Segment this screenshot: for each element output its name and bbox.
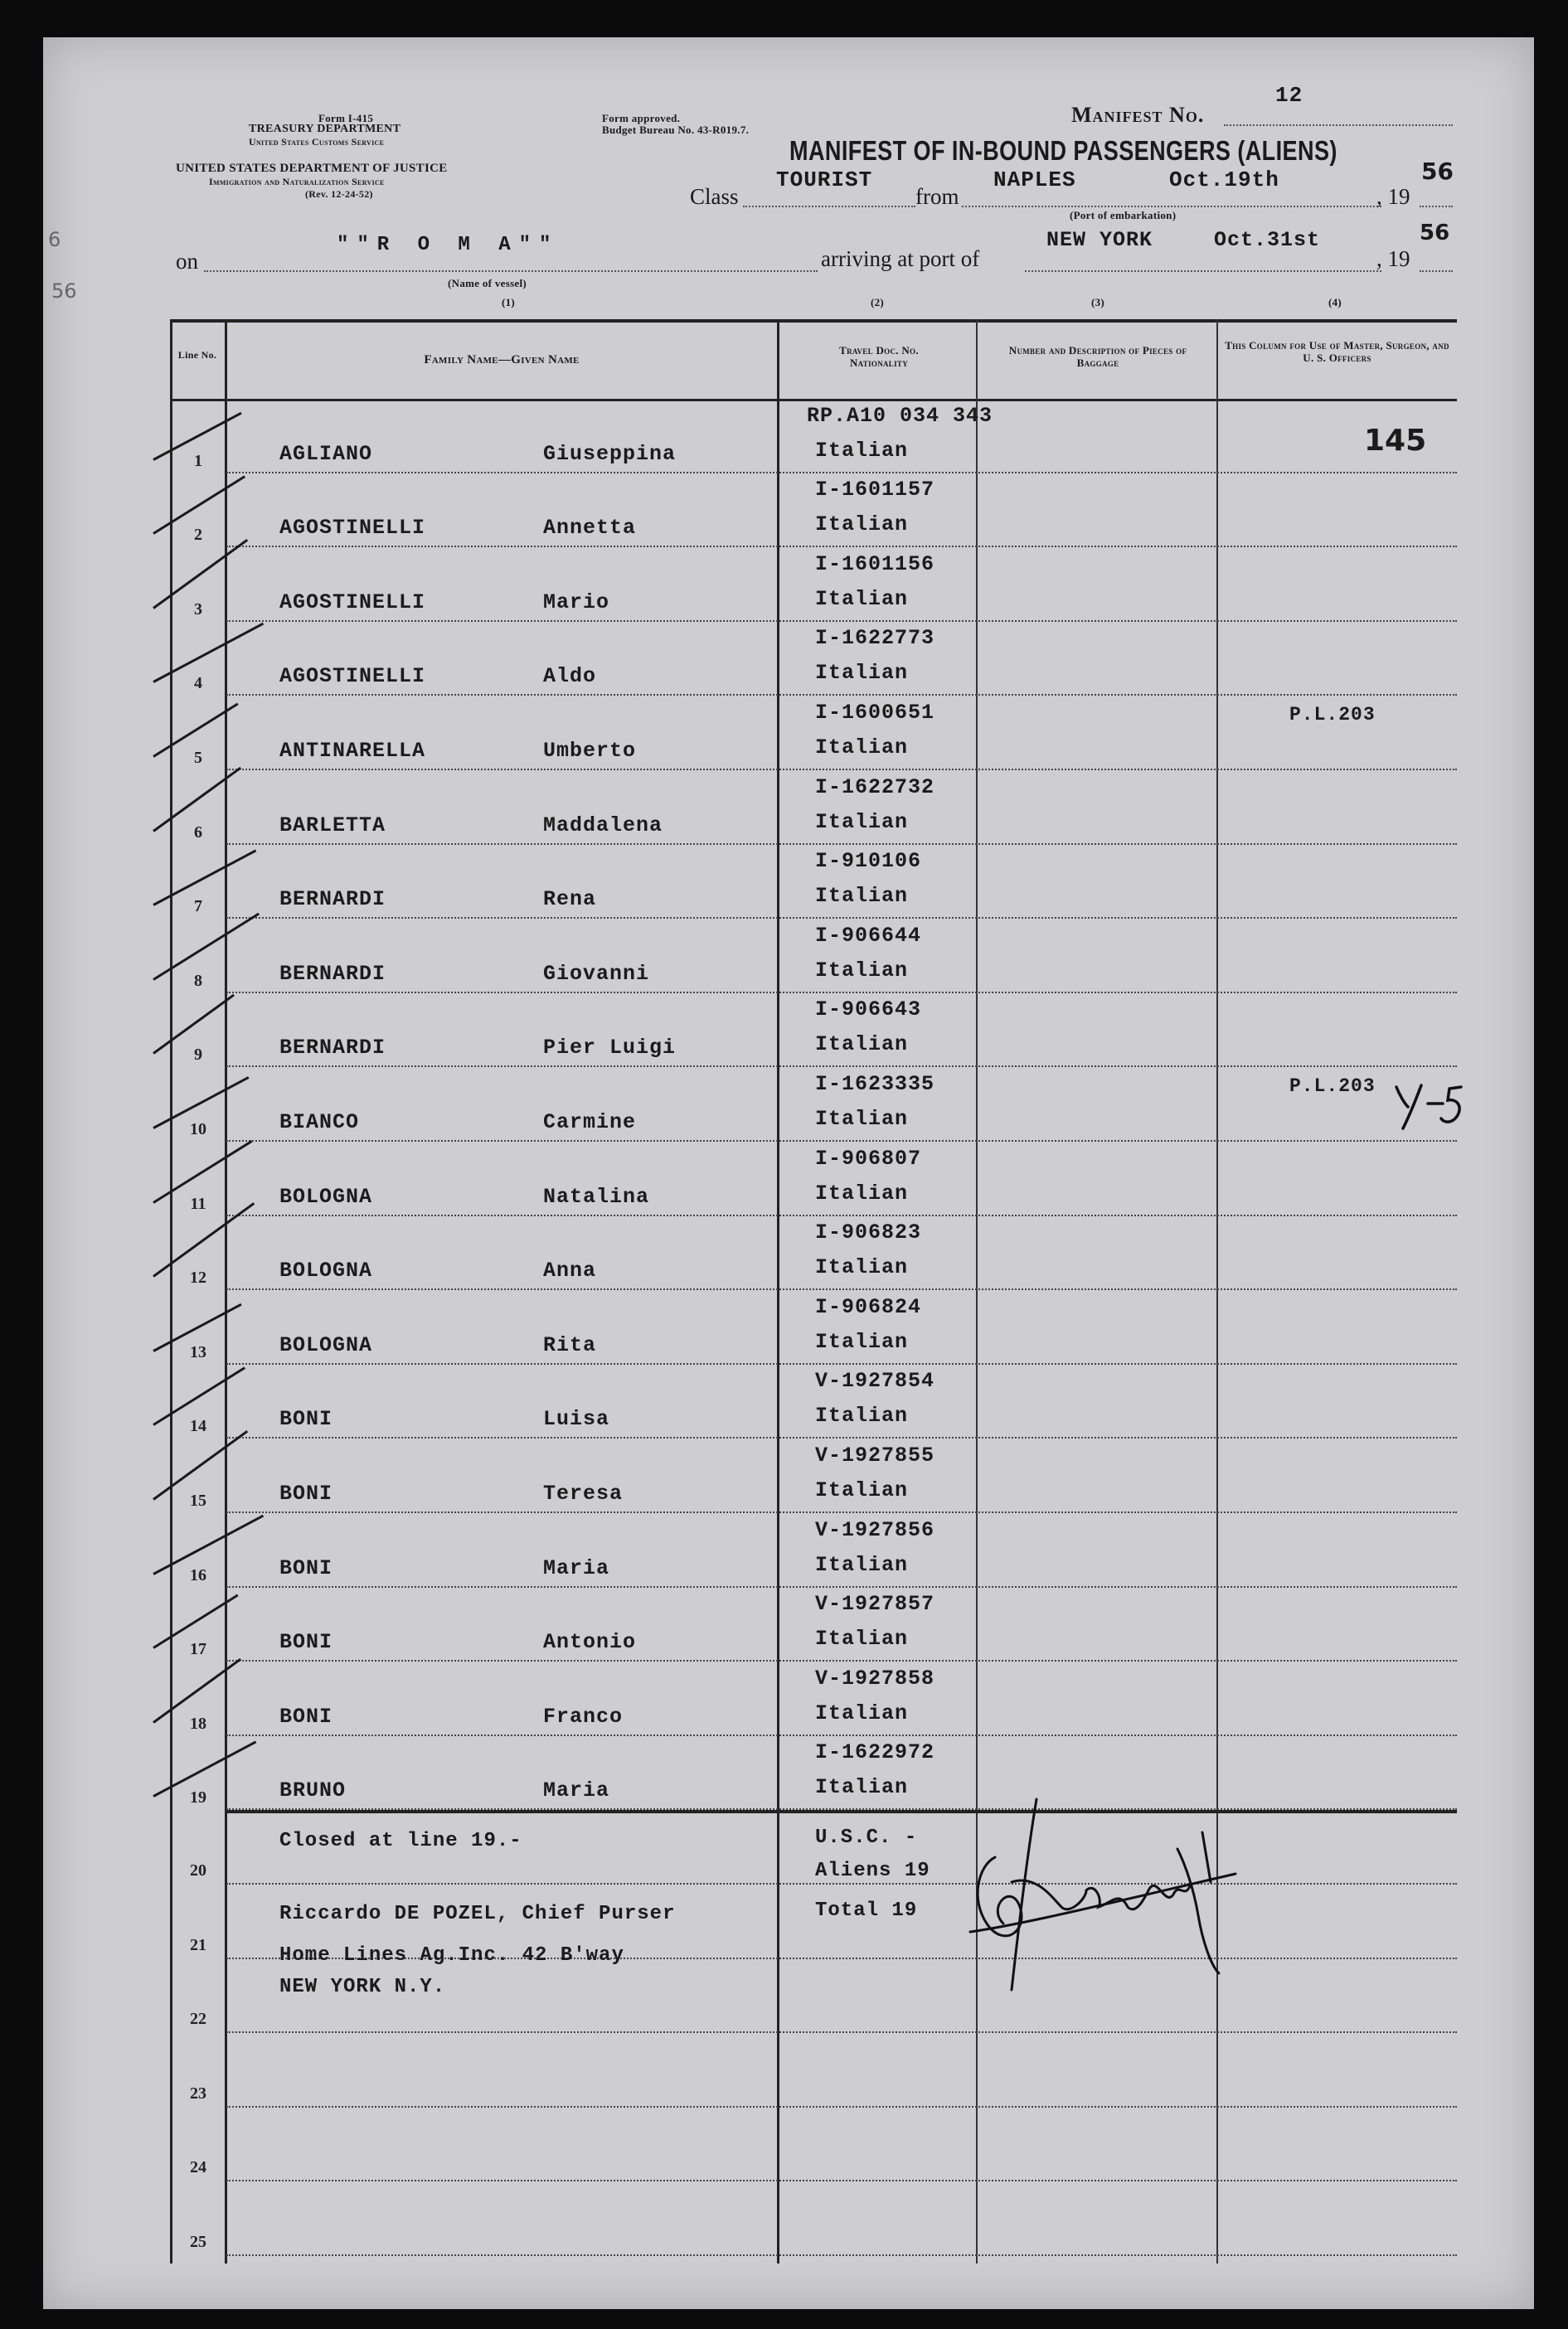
purser-name: Riccardo DE POZEL, Chief Purser [279, 1903, 676, 1926]
table-row [170, 399, 1457, 473]
given-name: Luisa [543, 1407, 610, 1432]
arrival-date: Oct.31st [1214, 228, 1321, 252]
customs-service: United States Customs Service [249, 136, 385, 148]
table-row [170, 547, 1457, 622]
table-row [170, 2108, 1457, 2182]
travel-doc-no: V-1927855 [815, 1443, 935, 1468]
line-number: 1 [194, 451, 202, 470]
line-number: 13 [190, 1342, 206, 1361]
header-travel-doc: Travel Doc. No. Nationality [839, 344, 919, 369]
header-name: Family Name—Given Name [424, 353, 580, 366]
year-prefix-1: , 19 [1376, 184, 1410, 209]
family-name: AGOSTINELLI [279, 516, 426, 541]
family-name: BARLETTA [279, 813, 386, 837]
total-count: Total 19 [815, 1900, 918, 1923]
line-number: 5 [194, 748, 202, 767]
vessel-caption: (Name of vessel) [448, 277, 527, 289]
port-embark-caption: (Port of embarkation) [1070, 209, 1177, 221]
line-number: 9 [194, 1046, 202, 1065]
given-name: Franco [543, 1704, 624, 1729]
line-number: 4 [194, 674, 202, 693]
closed-note: Closed at line 19.- [279, 1830, 522, 1853]
given-name: Anna [543, 1259, 597, 1283]
given-name: Annetta [543, 516, 637, 541]
line-number: 16 [190, 1565, 206, 1584]
travel-doc-no: I-1600651 [815, 700, 935, 725]
row-divider [226, 2254, 1457, 2256]
vessel-name: ""R O M A"" [337, 234, 560, 256]
table-row [170, 1365, 1457, 1439]
col-number-1: (1) [502, 296, 516, 308]
margin-mark-1: 6 [48, 228, 61, 251]
given-name: Maddalena [543, 813, 663, 837]
nationality: Italian [815, 1477, 909, 1502]
given-name: Giuseppina [543, 441, 677, 466]
family-name: BONI [279, 1630, 333, 1655]
family-name: BRUNO [279, 1778, 347, 1803]
table-row [170, 473, 1457, 548]
officer-note: P.L.203 [1289, 703, 1376, 725]
family-name: BERNARDI [279, 1036, 386, 1060]
embark-date: Oct.19th [1169, 167, 1279, 192]
line-number: 14 [190, 1417, 206, 1436]
usc-line: U.S.C. - [815, 1827, 918, 1850]
form-approved: Form approved. [602, 112, 681, 124]
page-title: MANIFEST OF IN-BOUND PASSENGERS (ALIENS) [789, 135, 1337, 166]
nationality: Italian [815, 586, 909, 611]
nationality: Italian [815, 1404, 909, 1429]
family-name: BIANCO [279, 1109, 360, 1134]
header-line-no: Line No. [177, 349, 217, 361]
treasury-dept: TREASURY DEPARTMENT [249, 123, 401, 135]
given-name: Umberto [543, 738, 637, 763]
travel-doc-no: I-1622773 [815, 626, 935, 651]
given-name: Giovanni [543, 961, 650, 986]
table-row [170, 1513, 1457, 1588]
line-number: 2 [194, 526, 202, 545]
family-name: ANTINARELLA [279, 738, 426, 763]
agency-city: NEW YORK N.Y. [279, 1976, 446, 1999]
nationality: Italian [815, 1181, 909, 1206]
header-baggage: Number and Description of Pieces of Baggage [1008, 344, 1187, 369]
nationality: Italian [815, 661, 909, 686]
travel-doc-no: I-906824 [815, 1294, 922, 1319]
travel-doc-no: V-1927854 [815, 1369, 935, 1394]
budget-bureau: Budget Bureau No. 43-R019.7. [602, 124, 750, 136]
col-number-4: (4) [1328, 296, 1342, 308]
given-name: Aldo [543, 664, 597, 689]
family-name: AGOSTINELLI [279, 590, 426, 614]
given-name: Rita [543, 1332, 597, 1357]
line-number: 20 [190, 1861, 206, 1880]
given-name: Natalina [543, 1184, 650, 1209]
line-number: 23 [190, 2084, 206, 2103]
year-2: 56 [1420, 221, 1450, 245]
given-name: Teresa [543, 1481, 624, 1506]
nationality: Italian [815, 735, 909, 759]
given-name: Maria [543, 1555, 610, 1580]
table-row [170, 2181, 1457, 2256]
travel-doc-no: I-1623335 [815, 1071, 935, 1096]
travel-doc-no: I-1622732 [815, 774, 935, 799]
given-name: Maria [543, 1778, 610, 1803]
travel-doc-no: V-1927858 [815, 1666, 935, 1691]
given-name: Pier Luigi [543, 1036, 677, 1060]
col-number-3: (3) [1091, 296, 1105, 308]
header-officers: This Column for Use of Master, Surgeon, and U. S. Officers [1225, 339, 1449, 364]
table-row [170, 1588, 1457, 1662]
family-name: BONI [279, 1704, 333, 1729]
revision-date: (Rev. 12-24-52) [305, 188, 373, 200]
embark-port: NAPLES [993, 167, 1076, 192]
travel-doc-no: I-906823 [815, 1220, 922, 1245]
year-prefix-2: , 19 [1376, 246, 1410, 271]
class-value: TOURIST [776, 167, 873, 192]
manifest-no-label: Manifest No. [1071, 103, 1205, 127]
given-name: Rena [543, 887, 597, 912]
travel-doc-no: I-910106 [815, 849, 922, 874]
family-name: BOLOGNA [279, 1332, 373, 1357]
officer-note: P.L.203 [1289, 1075, 1376, 1097]
justice-dept: UNITED STATES DEPARTMENT OF JUSTICE [176, 162, 448, 175]
travel-doc-no: RP.A10 034 343 [807, 403, 993, 428]
nationality: Italian [815, 512, 909, 537]
given-name: Carmine [543, 1109, 637, 1134]
family-name: BONI [279, 1555, 333, 1580]
form-number: Form I-415 [318, 112, 374, 124]
table-row [170, 1142, 1457, 1216]
travel-doc-no: I-906807 [815, 1146, 922, 1171]
nationality: Italian [815, 1255, 909, 1280]
line-number: 8 [194, 971, 202, 990]
travel-doc-no: V-1927857 [815, 1592, 935, 1617]
line-number: 22 [190, 2010, 206, 2029]
given-name: Antonio [543, 1630, 637, 1655]
nationality: Italian [815, 1627, 909, 1652]
travel-doc-no: I-1601156 [815, 551, 935, 576]
table-row [170, 770, 1457, 845]
nationality: Italian [815, 438, 909, 463]
signature [962, 1783, 1277, 2031]
family-name: BONI [279, 1407, 333, 1432]
line-number: 19 [190, 1788, 206, 1807]
class-label: Class [690, 184, 739, 209]
table-row [170, 1662, 1457, 1736]
family-name: BONI [279, 1481, 333, 1506]
on-label: on [176, 249, 198, 274]
nationality: Italian [815, 1552, 909, 1577]
family-name: BERNARDI [279, 961, 386, 986]
given-name: Mario [543, 590, 610, 614]
officer-note: 145 [1364, 423, 1427, 458]
manifest-number: 12 [1275, 83, 1303, 108]
table-row [170, 993, 1457, 1068]
line-number: 21 [190, 1935, 206, 1954]
travel-doc-no: I-1601157 [815, 478, 935, 502]
line-number: 10 [190, 1119, 206, 1138]
table-row [170, 696, 1457, 770]
line-number: 18 [190, 1714, 206, 1733]
line-number: 15 [190, 1491, 206, 1510]
family-name: BOLOGNA [279, 1259, 373, 1283]
travel-doc-no: I-906643 [815, 997, 922, 1022]
line-number: 24 [190, 2158, 206, 2177]
line-number: 11 [190, 1194, 206, 1213]
family-name: BERNARDI [279, 887, 386, 912]
agency-address: Home Lines Ag.Inc. 42 B'way [279, 1944, 624, 1968]
table-row [170, 845, 1457, 919]
line-number: 17 [190, 1640, 206, 1659]
table-row [170, 1439, 1457, 1513]
family-name: AGOSTINELLI [279, 664, 426, 689]
table-row [170, 622, 1457, 696]
line-number: 25 [190, 2232, 206, 2251]
annotation-y5 [1390, 1082, 1464, 1132]
from-label: from [915, 184, 959, 209]
nationality: Italian [815, 809, 909, 834]
year-1: 56 [1421, 158, 1454, 185]
table-row [170, 1216, 1457, 1291]
ins-service: Immigration and Naturalization Service [209, 176, 385, 187]
line-number: 7 [194, 897, 202, 916]
nationality: Italian [815, 1775, 909, 1800]
travel-doc-no: V-1927856 [815, 1517, 935, 1542]
line-number: 3 [194, 599, 202, 619]
nationality: Italian [815, 958, 909, 983]
margin-mark-2: 56 [51, 279, 77, 303]
family-name: AGLIANO [279, 441, 373, 466]
travel-doc-no: I-1622972 [815, 1740, 935, 1765]
nationality: Italian [815, 1032, 909, 1057]
nationality: Italian [815, 1329, 909, 1354]
arriving-label: arriving at port of [821, 246, 980, 271]
travel-doc-no: I-906644 [815, 923, 922, 948]
table-row [170, 1290, 1457, 1365]
nationality: Italian [815, 884, 909, 909]
table-row [170, 919, 1457, 993]
line-number: 12 [190, 1269, 206, 1288]
nationality: Italian [815, 1701, 909, 1725]
arrival-port: NEW YORK [1046, 228, 1153, 252]
aliens-count: Aliens 19 [815, 1860, 930, 1883]
col-number-2: (2) [871, 296, 885, 308]
line-number: 6 [194, 822, 202, 842]
table-row [170, 2033, 1457, 2108]
table-row [170, 1067, 1457, 1142]
family-name: BOLOGNA [279, 1184, 373, 1209]
nationality: Italian [815, 1106, 909, 1131]
